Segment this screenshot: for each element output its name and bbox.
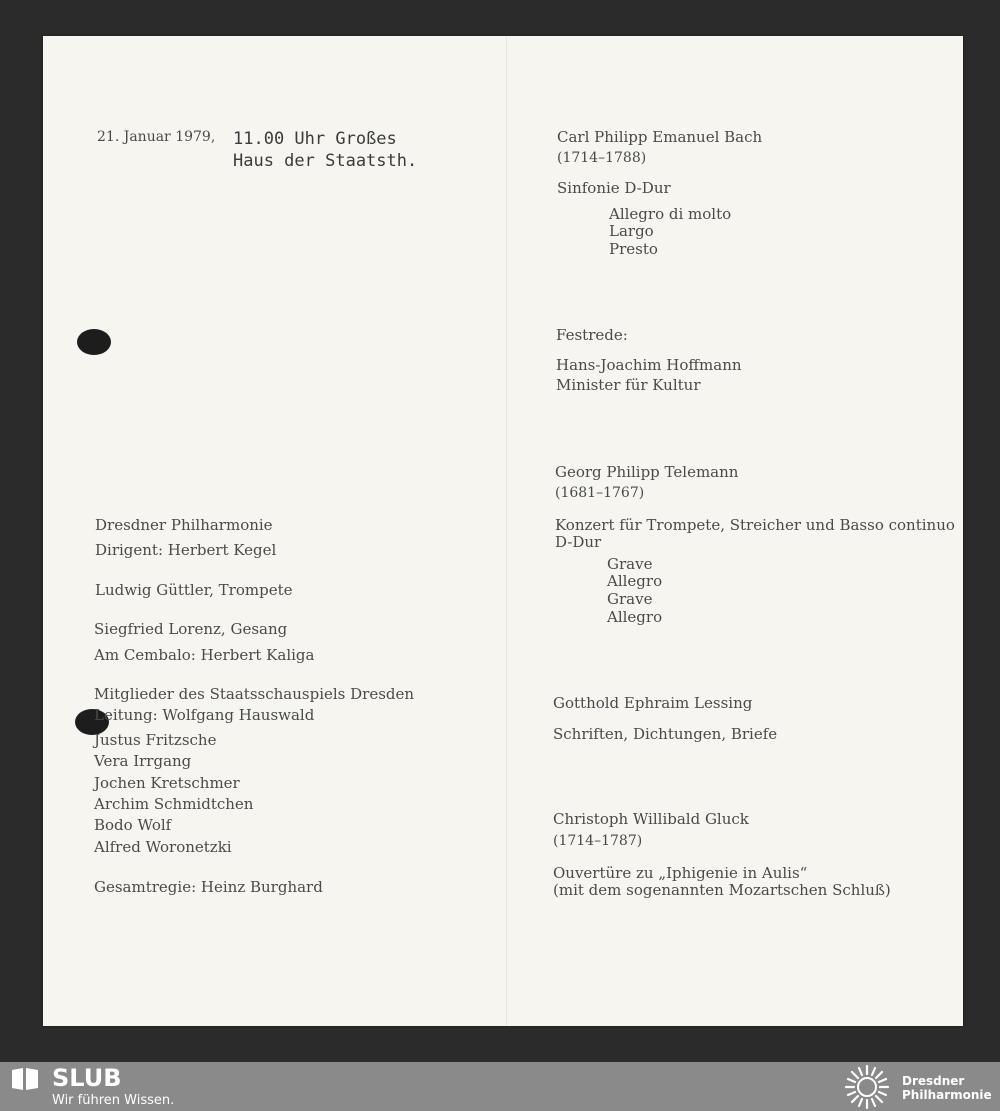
telemann-movement: Grave xyxy=(607,555,653,573)
gluck-composer: Christoph Willibald Gluck xyxy=(553,810,749,828)
conductor: Dirigent: Herbert Kegel xyxy=(95,541,277,559)
slub-tagline: Wir führen Wissen. xyxy=(52,1093,175,1108)
actor-name: Jochen Kretschmer xyxy=(94,774,240,792)
typed-time-venue-line2: Haus der Staatsth. xyxy=(233,151,418,171)
telemann-movement: Grave xyxy=(607,590,653,608)
philharmonie-sun-icon xyxy=(843,1063,891,1111)
actor-name: Bodo Wolf xyxy=(94,816,172,834)
typed-time-venue-line1: 11.00 Uhr Großes xyxy=(233,129,397,149)
lessing-author: Gotthold Ephraim Lessing xyxy=(553,694,753,712)
ensemble-name: Mitglieder des Staatsschauspiels Dresden xyxy=(94,685,415,703)
gluck-work-note: (mit dem sogenannten Mozartschen Schluß) xyxy=(553,881,891,899)
telemann-movement: Allegro xyxy=(607,608,663,626)
telemann-years: (1681–1767) xyxy=(555,485,645,501)
bach-movement: Largo xyxy=(609,222,654,240)
telemann-movement: Allegro xyxy=(607,572,663,590)
actor-name: Vera Irrgang xyxy=(94,752,192,770)
ensemble-leader: Leitung: Wolfgang Hauswald xyxy=(94,706,315,724)
bach-composer: Carl Philipp Emanuel Bach xyxy=(557,128,763,146)
gluck-work: Ouvertüre zu „Iphigenie in Aulis“ xyxy=(553,864,808,882)
philharmonie-logo-line2: Philharmonie xyxy=(902,1088,992,1102)
orchestra-name: Dresdner Philharmonie xyxy=(95,516,273,534)
speech-speaker: Hans-Joachim Hoffmann xyxy=(556,356,742,374)
cembalo-player: Am Cembalo: Herbert Kaliga xyxy=(94,646,315,664)
trumpet-soloist: Ludwig Güttler, Trompete xyxy=(95,581,293,599)
actor-name: Justus Fritzsche xyxy=(94,731,217,749)
bach-movement: Allegro di molto xyxy=(609,205,732,223)
actor-name: Archim Schmidtchen xyxy=(94,795,254,813)
speech-speaker-role: Minister für Kultur xyxy=(556,376,701,394)
philharmonie-logo-line1: Dresdner xyxy=(902,1074,965,1088)
actor-name: Alfred Woronetzki xyxy=(94,838,232,856)
bach-work: Sinfonie D-Dur xyxy=(557,179,671,197)
bach-years: (1714–1788) xyxy=(557,150,647,166)
concert-date: 21. Januar 1979, xyxy=(97,129,216,145)
slub-logo-text: SLUB xyxy=(52,1064,122,1092)
telemann-work: Konzert für Trompete, Streicher und Basso continuo xyxy=(555,516,955,534)
speech-label: Festrede: xyxy=(556,326,628,344)
telemann-composer: Georg Philipp Telemann xyxy=(555,463,739,481)
singer: Siegfried Lorenz, Gesang xyxy=(94,620,288,638)
gluck-years: (1714–1787) xyxy=(553,833,643,849)
fold-line xyxy=(506,36,507,1026)
bach-movement: Presto xyxy=(609,240,658,258)
overall-director: Gesamtregie: Heinz Burghard xyxy=(94,878,323,896)
telemann-work-key: D-Dur xyxy=(555,533,602,551)
slub-book-icon xyxy=(10,1066,40,1092)
punch-hole-upper xyxy=(77,329,111,355)
lessing-work: Schriften, Dichtungen, Briefe xyxy=(553,725,778,743)
